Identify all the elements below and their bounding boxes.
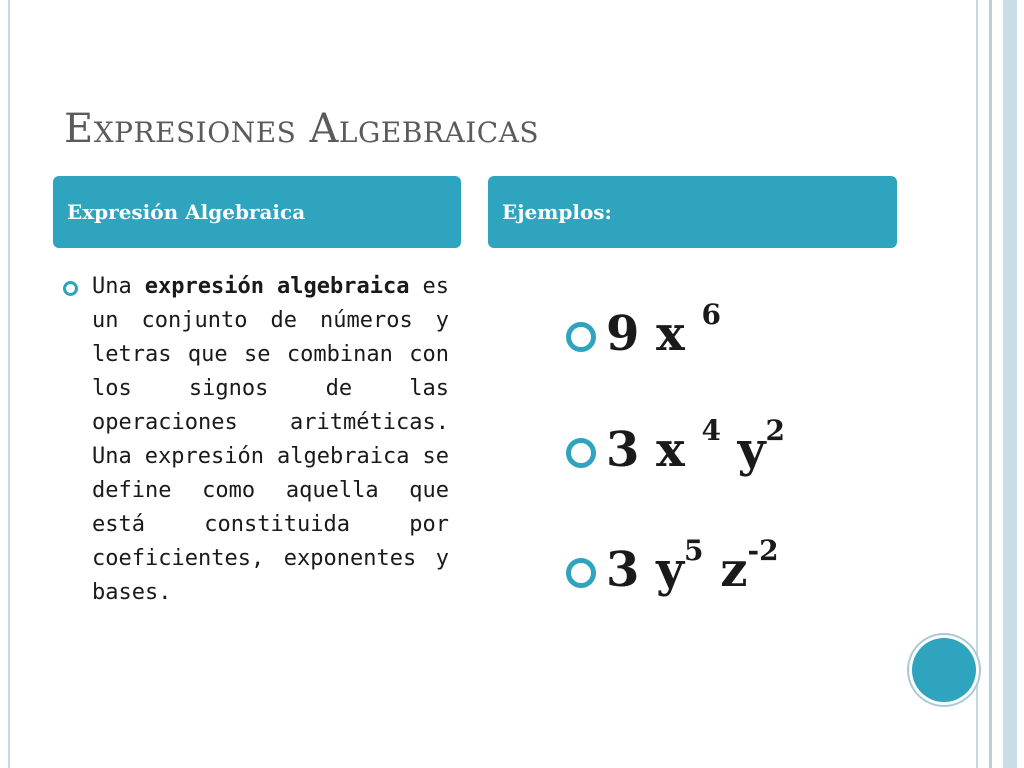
example-item (566, 414, 786, 480)
right-column-header-label: Ejemplos: (502, 200, 612, 224)
example-item (566, 534, 779, 600)
right-column-header (488, 176, 897, 248)
expr-exponent: 5 (684, 534, 704, 567)
expr-base: y (720, 422, 766, 478)
definition-paragraph (92, 270, 449, 610)
expr-base: 3 y (606, 542, 684, 598)
definition-text-start: Una (92, 274, 145, 299)
expr-exponent: 2 (765, 414, 786, 447)
expr-exponent: 4 (701, 414, 721, 447)
frame-line-left (8, 0, 10, 768)
definition-term: expresión algebraica (144, 274, 410, 299)
example-expression (606, 534, 779, 600)
expr-exponent: -2 (747, 534, 779, 567)
circle-bullet-icon (63, 281, 78, 296)
definition-block (63, 270, 451, 610)
ring-bullet-icon (566, 322, 596, 352)
ring-bullet-icon (566, 558, 596, 588)
example-expression (606, 414, 786, 480)
ring-bullet-icon (566, 438, 596, 468)
frame-line-right-inner (976, 0, 978, 768)
decorative-circle-icon (912, 638, 976, 702)
expr-base: z (703, 542, 748, 598)
slide-title: Expresiones Algebraicas (64, 106, 540, 152)
expr-base: 3 x (606, 422, 702, 478)
example-expression (606, 298, 721, 364)
frame-line-right-middle (989, 0, 992, 768)
expr-base: 9 x (606, 306, 702, 362)
example-item (566, 298, 721, 364)
left-column-header (53, 176, 461, 248)
definition-text-rest: es un conjunto de números y letras que se combinan con los signos de las operaciones aritméticas. Una expresión algebraica se define como aquella que está constituida por coeficientes, exponentes y bases. (92, 274, 450, 605)
frame-line-right-outer (1003, 0, 1017, 768)
expr-exponent: 6 (701, 298, 721, 331)
left-column-header-label: Expresión Algebraica (67, 200, 306, 224)
